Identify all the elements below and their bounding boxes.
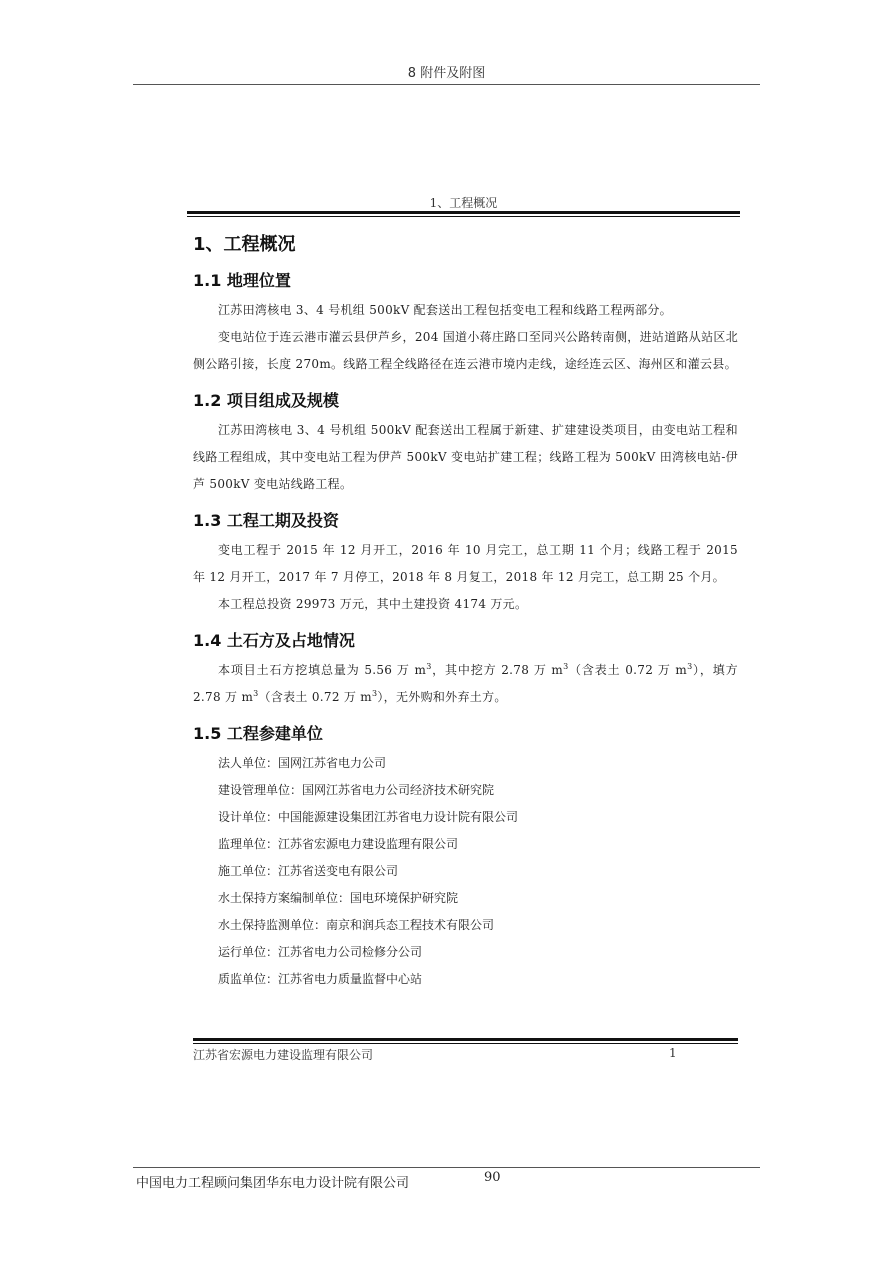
- unit-swc-monitoring: 水土保持监测单位：南京和润兵态工程技术有限公司: [218, 918, 495, 932]
- earthwork-text-b: ，其中挖方 2.78 万 m: [431, 663, 564, 677]
- paragraph-earthwork: [193, 657, 738, 711]
- inner-header-rule: [187, 211, 740, 217]
- earthwork-text-e: （含表土 0.72 万 m: [258, 690, 372, 704]
- superscript-a: 3: [426, 662, 432, 671]
- section-title-1-1: 1.1 地理位置: [193, 271, 291, 290]
- unit-supervision: 监理单位：江苏省宏源电力建设监理有限公司: [218, 837, 459, 851]
- earthwork-text-d: ），填方 2.78 万 m: [193, 663, 738, 704]
- unit-construction: 施工单位：江苏省送变电有限公司: [218, 864, 399, 878]
- inner-page-header: 1、工程概况: [429, 196, 498, 210]
- superscript-b: 3: [563, 662, 569, 671]
- inner-footer-page-number: 1: [669, 1046, 677, 1060]
- outer-page-header: 8 附件及附图: [133, 62, 760, 85]
- outer-footer-company: 中国电力工程顾问集团华东电力设计院有限公司: [136, 1176, 410, 1191]
- section-title-1-2: 1.2 项目组成及规模: [193, 391, 339, 410]
- superscript-d: 3: [253, 689, 259, 698]
- unit-construction-management: 建设管理单位：国网江苏省电力公司经济技术研究院: [218, 783, 495, 797]
- superscript-c: 3: [687, 662, 693, 671]
- outer-footer-rule: [133, 1167, 760, 1168]
- paragraph-investment: 本工程总投资 29973 万元，其中土建投资 4174 万元。: [218, 597, 528, 611]
- earthwork-text-c: （含表土 0.72 万 m: [568, 663, 688, 677]
- section-title-1-4: 1.4 土石方及占地情况: [193, 631, 355, 650]
- section-title-1-3: 1.3 工程工期及投资: [193, 511, 339, 530]
- paragraph-location-2: 变电站位于连云港市灌云县伊芦乡，204 国道小蒋庄路口至同兴公路转南侧，进站道路从站区北侧公路引接，长度 270m。线路工程全线路径在连云港市境内走线，途经连云区、海州区和灌云县。: [193, 330, 738, 371]
- document-body: [193, 222, 738, 993]
- unit-operation: 运行单位：江苏省电力公司检修分公司: [218, 945, 423, 959]
- paragraph-location-1: 江苏田湾核电 3、4 号机组 500kV 配套送出工程包括变电工程和线路工程两部分。: [218, 303, 672, 317]
- inner-footer-company: 江苏省宏源电力建设监理有限公司: [193, 1048, 374, 1062]
- section-title-1-5: 1.5 工程参建单位: [193, 724, 323, 743]
- inner-footer-rule: [193, 1038, 738, 1044]
- unit-legal: 法人单位：国网江苏省电力公司: [218, 756, 387, 770]
- unit-design: 设计单位：中国能源建设集团江苏省电力设计院有限公司: [218, 810, 519, 824]
- earthwork-text-f: ），无外购和外弃土方。: [377, 690, 507, 704]
- earthwork-text-a: 本项目土石方挖填总量为 5.56 万 m: [218, 663, 427, 677]
- chapter-title: 1、工程概况: [193, 234, 296, 255]
- paragraph-schedule: 变电工程于 2015 年 12 月开工，2016 年 10 月完工，总工期 11 个月；线路工程于 2015 年 12 月开工，2017 年 7 月停工，2018 年 8 月复工，2018 年 12 月完工，总工期 25 个月。: [193, 543, 738, 584]
- paragraph-composition: 江苏田湾核电 3、4 号机组 500kV 配套送出工程属于新建、扩建建设类项目，由变电站工程和线路工程组成，其中变电站工程为伊芦 500kV 变电站扩建工程；线路工程为 500kV 田湾核电站-伊芦 500kV 变电站线路工程。: [193, 423, 738, 491]
- outer-footer-page-number: 90: [484, 1170, 501, 1185]
- unit-quality-supervision: 质监单位：江苏省电力质量监督中心站: [218, 972, 423, 986]
- unit-swc-plan: 水土保持方案编制单位：国电环境保护研究院: [218, 891, 459, 905]
- superscript-e: 3: [371, 689, 378, 698]
